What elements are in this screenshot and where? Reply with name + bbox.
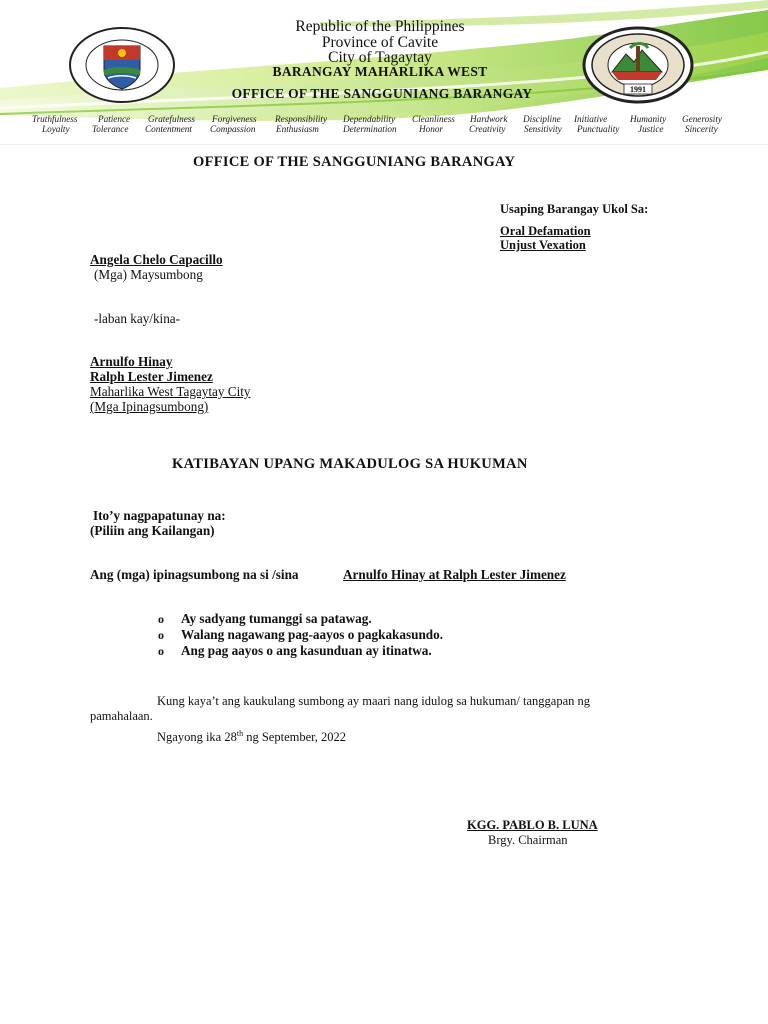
case-item-unjust-vexation: Unjust Vexation — [500, 238, 586, 252]
complainant-name: Angela Chelo Capacillo — [90, 252, 223, 267]
signatory-title: Brgy. Chairman — [488, 833, 568, 847]
date-prefix: Ngayong ika 28 — [157, 730, 237, 744]
respondent-address: Maharlika West Tagaytay City — [90, 384, 251, 399]
choose-note: (Piliin ang Kailangan) — [90, 523, 215, 538]
value-word: Justice — [638, 124, 664, 134]
conclusion-line-2: pamahalaan. — [90, 709, 153, 723]
conclusion-line-1: Kung kaya’t ang kaukulang sumbong ay maari nang idulog sa hukuman/ tanggapan ng — [157, 694, 591, 708]
certify-intro: Ito’y nagpapatunay na: — [93, 508, 226, 523]
date-ordinal: th — [236, 728, 244, 738]
value-word: Punctuality — [577, 124, 620, 134]
bullet-icon: o — [158, 612, 164, 626]
header-republic: Republic of the Philippines — [295, 18, 465, 35]
value-word: Dependability — [343, 114, 396, 124]
value-word: Cleanliness — [412, 114, 455, 124]
barangay-maharlika-seal-icon — [582, 26, 694, 104]
seal-year: 1991 — [630, 85, 646, 94]
header-barangay: BARANGAY MAHARLIKA WEST — [272, 64, 488, 79]
value-word: Discipline — [523, 114, 561, 124]
value-word: Humanity — [630, 114, 667, 124]
tagaytay-city-seal-icon — [68, 26, 176, 104]
header-province: Province of Cavite — [321, 34, 439, 51]
value-word: Sensitivity — [524, 124, 562, 134]
value-word: Gratefulness — [148, 114, 195, 124]
letterhead — [0, 0, 768, 145]
value-word: Enthusiasm — [276, 124, 319, 134]
respondent-name-1: Arnulfo Hinay — [90, 354, 173, 369]
date-rest: ng September, 2022 — [243, 730, 347, 744]
value-word: Loyalty — [42, 124, 70, 134]
value-word: Sincerity — [685, 124, 718, 134]
option-refused-summons: Ay sadyang tumanggi sa patawag. — [181, 611, 372, 626]
case-label: Usaping Barangay Ukol Sa: — [500, 202, 649, 216]
header-office: OFFICE OF THE SANGGUNIANG BARANGAY — [231, 86, 533, 101]
value-word: Hardwork — [470, 114, 508, 124]
value-word: Honor — [419, 124, 443, 134]
value-word: Tolerance — [92, 124, 129, 134]
complainant-role: (Mga) Maysumbong — [94, 267, 203, 282]
certificate-title: KATIBAYAN UPANG MAKADULOG SA HUKUMAN — [172, 456, 528, 472]
value-word: Generosity — [682, 114, 722, 124]
value-word: Forgiveness — [212, 114, 257, 124]
value-word: Patience — [98, 114, 131, 124]
case-item-oral-defamation: Oral Defamation — [500, 224, 591, 238]
office-title: OFFICE OF THE SANGGUNIANG BARANGAY — [193, 154, 516, 170]
signatory-name: KGG. PABLO B. LUNA — [467, 818, 598, 832]
bullet-icon: o — [158, 644, 164, 658]
value-word: Determination — [343, 124, 397, 134]
option-settlement-repudiated: Ang pag aayos o ang kasunduan ay itinatwa. — [181, 643, 432, 658]
respondent-name-2: Ralph Lester Jimenez — [90, 369, 213, 384]
value-word: Truthfulness — [32, 114, 78, 124]
respondents-prefix: Ang (mga) ipinagsumbong na si /sina — [90, 567, 299, 582]
respondent-role: (Mga Ipinagsumbong) — [90, 399, 209, 414]
values-strip — [0, 114, 768, 136]
date-line — [157, 730, 346, 745]
value-word: Compassion — [210, 124, 256, 134]
value-word: Responsibility — [275, 114, 328, 124]
bullet-icon: o — [158, 628, 164, 642]
value-word: Contentment — [145, 124, 192, 134]
value-word: Creativity — [469, 124, 506, 134]
option-no-settlement: Walang nagawang pag-aayos o pagkakasundo. — [181, 627, 444, 642]
respondents-names: Arnulfo Hinay at Ralph Lester Jimenez — [343, 567, 566, 582]
versus-text: -laban kay/kina- — [94, 311, 181, 326]
header-city: City of Tagaytay — [328, 49, 432, 66]
value-word: Initiative — [574, 114, 608, 124]
